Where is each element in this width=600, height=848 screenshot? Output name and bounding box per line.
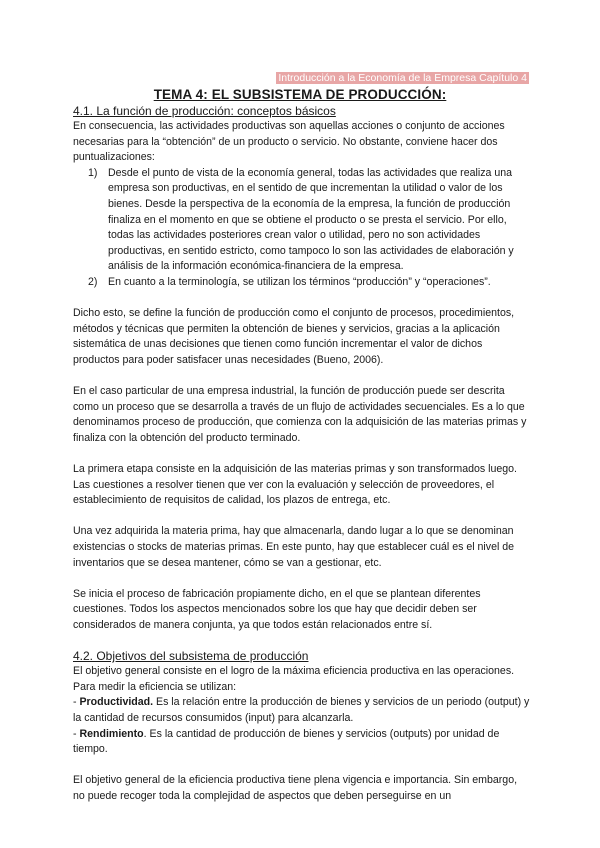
section-heading-4-1: 4.1. La función de producción: conceptos básicos (73, 104, 336, 118)
list-number: 2) (88, 275, 98, 288)
list-item-text: Desde el punto de vista de la economía general, todas las actividades que realiza una empresa son productivas, en el sentido de que incrementan la utilidad o valor de los bienes. Desde la perspectiva de la economía de la empresa, la función de producción finaliza en el momento en que se obtiene el producto o se presta el servicio. Por ello, todas las actividades posteriores crean valor o utilidad, pero no son actividades productivas, en sentido estricto, como tampoco lo son las actividades de elaboración y análisis de la información económica-financiera de la empresa. (108, 166, 514, 273)
paragraph: La primera etapa consiste en la adquisición de las materias primas y son transformados luego. Las cuestiones a resolver tienen que ver con la evaluación y selección de proveedores, el establecimiento de requisitos de calidad, los plazos de entrega, etc. (73, 463, 517, 507)
bullet-dash: - (73, 727, 80, 740)
document-body (73, 104, 531, 805)
definition-rendimiento (73, 727, 531, 758)
paragraph: Se inicia el proceso de fabricación propiamente dicho, en el que se plantean diferentes cuestiones. Todos los aspectos mencionados sobre los que hay que decidir deben ser considerados de manera conjunta, ya que todos están relacionados entre sí. (73, 587, 481, 631)
paragraph: Dicho esto, se define la función de producción como el conjunto de procesos, procedimientos, métodos y técnicas que permiten la obtención de bienes y servicios, gracias a la aplicación sistemática de unas decisiones que tienen como función incrementar el valor de dichos productos para poder satisfacer unas necesidades (Bueno, 2006). (73, 307, 515, 366)
term-rendimiento: Rendimiento (79, 727, 144, 740)
running-header: Introducción a la Economía de la Empresa Capítulo 4 (278, 72, 527, 84)
paragraph: En el caso particular de una empresa industrial, la función de producción puede ser descrita como un proceso que se desarrolla a través de un flujo de actividades secuenciales. Es a lo que denominamos proceso de producción, que comienza con la adquisición de las materias primas y finaliza con la obtención del producto terminado. (73, 385, 527, 444)
numbered-list (73, 166, 531, 291)
paragraph-intro: En consecuencia, las actividades productivas son aquellas acciones o conjunto de acciones necesarias para la “obtención” de un producto o servicio. No obstante, conviene hacer dos puntualizaciones: (73, 120, 505, 164)
list-item (73, 275, 531, 291)
paragraph: Una vez adquirida la materia prima, hay que almacenarla, dando lugar a lo que se denominan existencias o stocks de materias primas. En este punto, hay que establecer cuál es el nivel de inventarios que se desea mantener, cómo se van a gestionar, etc. (73, 525, 515, 569)
term-productividad: Productividad. (79, 696, 154, 709)
paragraph-objective: El objetivo general consiste en el logro de la máxima eficiencia productiva en las operaciones. Para medir la eficiencia se utilizan: (73, 665, 515, 693)
list-item-text: En cuanto a la terminología, se utilizan los términos “producción” y “operaciones”. (108, 275, 491, 288)
section-heading-4-2: 4.2. Objetivos del subsistema de producción (73, 649, 309, 664)
definition-text: . Es la cantidad de producción de bienes y servicios (outputs) por unidad de tiempo. (73, 727, 500, 756)
list-item (73, 166, 531, 275)
paragraph-closing: El objetivo general de la eficiencia productiva tiene plena vigencia e importancia. Sin embargo, no puede recoger toda la complejidad de aspectos que deben perseguirse en un (73, 774, 518, 802)
definition-productividad (73, 695, 531, 726)
document-title: TEMA 4: EL SUBSISTEMA DE PRODUCCIÓN: (153, 87, 447, 102)
bullet-dash: - (73, 696, 80, 709)
definition-text: Es la relación entre la producción de bienes y servicios de un periodo (output) y la cantidad de recursos consumidos (input) para alcanzarla. (73, 696, 530, 724)
list-number: 1) (88, 166, 98, 179)
